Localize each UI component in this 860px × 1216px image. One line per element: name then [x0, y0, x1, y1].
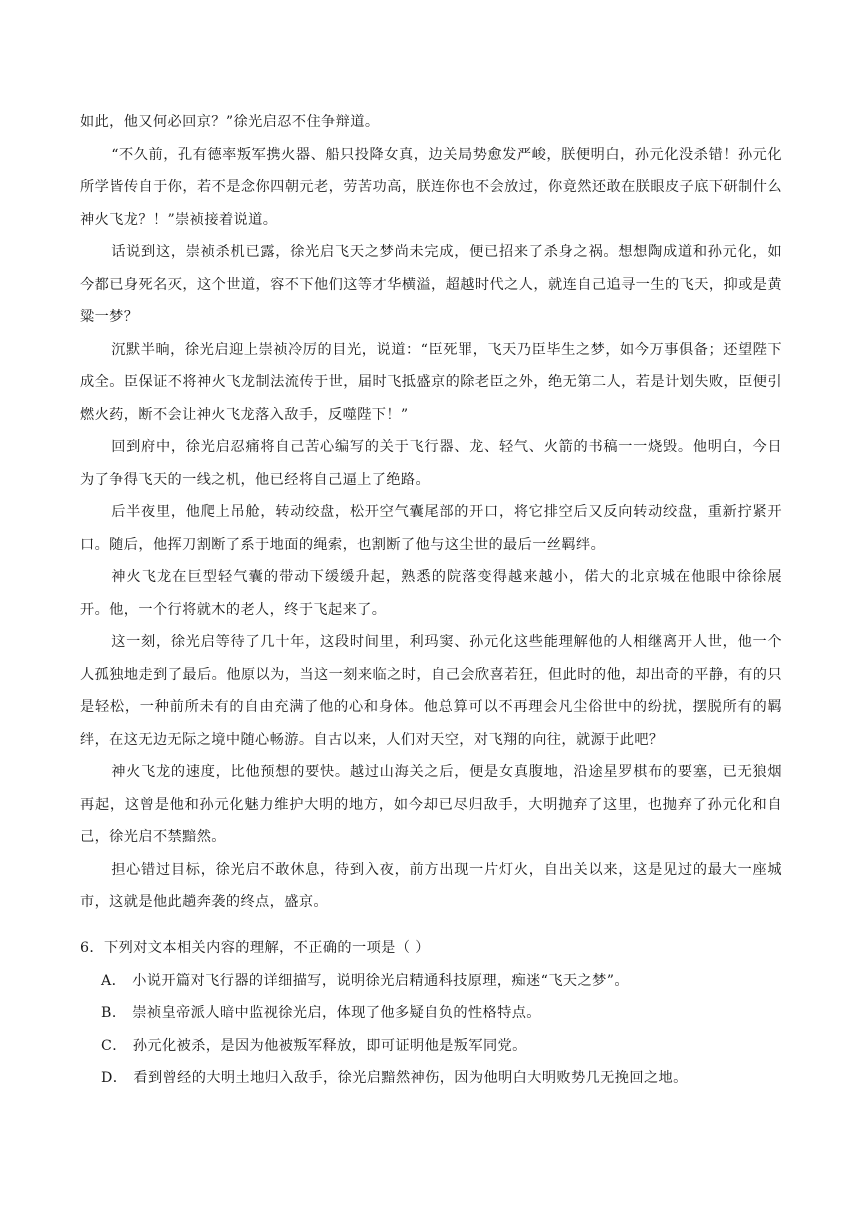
option-letter: B． [101, 1005, 127, 1021]
option-text: 崇祯皇帝派人暗中监视徐光启，体现了他多疑自负的性格特点。 [132, 1005, 541, 1021]
option-a[interactable] [80, 965, 782, 998]
passage-paragraph-7: 神火飞龙在巨型轻气囊的带动下缓缓升起，熟悉的院落变得越来越小，偌大的北京城在他眼中徐徐展开。他，一个行将就木的老人，终于飞起来了。 [80, 569, 782, 618]
passage-paragraph-8: 这一刻，徐光启等待了几十年，这段时间里，利玛窦、孙元化这些能理解他的人相继离开人世，他一个人孤独地走到了最后。他原以为，当这一刻来临之时，自己会欣喜若狂，但此时的他，却出奇的平静，有的只是轻松，一种前所未有的自由充满了他的心和身体。他总算可以不再理会凡尘俗世中的纷扰，摆脱所有的羁绊，在这无边无际之境中随心畅游。自古以来，人们对天空，对飞翔的向往，就源于此吧？ [80, 634, 782, 748]
passage-paragraph-2: “不久前，孔有德率叛军携火器、船只投降女真，边关局势愈发严峻，朕便明白，孙元化没杀错！孙元化所学皆传自于你，若不是念你四朝元老，劳苦功高，朕连你也不会放过，你竟然还敢在朕眼皮子底下研制什么神火飞龙？！”崇祯接着说道。 [80, 146, 782, 228]
option-d[interactable] [80, 1062, 782, 1095]
question-stem: 6．下列对文本相关内容的理解，不正确的一项是（ ） [80, 940, 430, 956]
passage-paragraph-4: 沉默半晌，徐光启迎上崇祯冷厉的目光，说道：“臣死罪，飞天乃臣毕生之梦，如今万事俱备；还望陛下成全。臣保证不将神火飞龙制法流传于世，届时飞抵盛京的除老臣之外，绝无第二人，若是计划失败，臣便引燃火药，断不会让神火飞龙落入敌手，反噬陛下！” [80, 341, 782, 423]
option-letter: C． [101, 1037, 127, 1054]
option-c[interactable] [80, 1030, 782, 1063]
passage-paragraph-6: 后半夜里，他爬上吊舱，转动绞盘，松开空气囊尾部的开口，将它排空后又反向转动绞盘，重新拧紧开口。随后，他挥刀割断了系于地面的绳索，也割断了他与这尘世的最后一丝羁绊。 [80, 504, 782, 553]
option-text: 看到曾经的大明土地归入敌手，徐光启黯然神伤，因为他明白大明败势几无挽回之地。 [133, 1070, 688, 1086]
passage-paragraph-9: 神火飞龙的速度，比他预想的要快。越过山海关之后，便是女真腹地，沿途星罗棋布的要塞，已无狼烟再起，这曾是他和孙元化魅力维护大明的地方，如今却已尽归敌手，大明抛弃了这里，也抛弃了孙元化和自己，徐光启不禁黯然。 [80, 764, 782, 845]
option-b[interactable] [80, 997, 782, 1030]
option-text: 小说开篇对飞行器的详细描写，说明徐光启精通科技原理，痴迷“飞天之梦”。 [132, 972, 629, 989]
option-text: 孙元化被杀，是因为他被叛军释放，即可证明他是叛军同党。 [132, 1037, 527, 1054]
passage-paragraph-5: 回到府中，徐光启忍痛将自己苦心编写的关于飞行器、龙、轻气、火箭的书稿一一烧毁。他明白，今日为了争得飞天的一线之机，他已经将自己逼上了绝路。 [80, 439, 782, 488]
passage-paragraph-3: 话说到这，崇祯杀机已露，徐光启飞天之梦尚未完成，便已招来了杀身之祸。想想陶成道和孙元化，如今都已身死名灭，这个世道，容不下他们这等才华横溢，超越时代之人，就连自己追寻一生的飞天，抑或是黄粱一梦？ [80, 244, 782, 325]
option-letter: D． [101, 1070, 128, 1086]
question-6 [80, 932, 782, 1095]
option-letter: A． [101, 972, 127, 989]
reading-passage [80, 106, 782, 919]
passage-paragraph-10: 担心错过目标，徐光启不敢休息，待到入夜，前方出现一片灯火，自出关以来，这是见过的最大一座城市，这就是他此趟奔袭的终点，盛京。 [80, 861, 782, 910]
passage-paragraph-1: 如此，他又何必回京？”徐光启忍不住争辩道。 [80, 114, 380, 130]
